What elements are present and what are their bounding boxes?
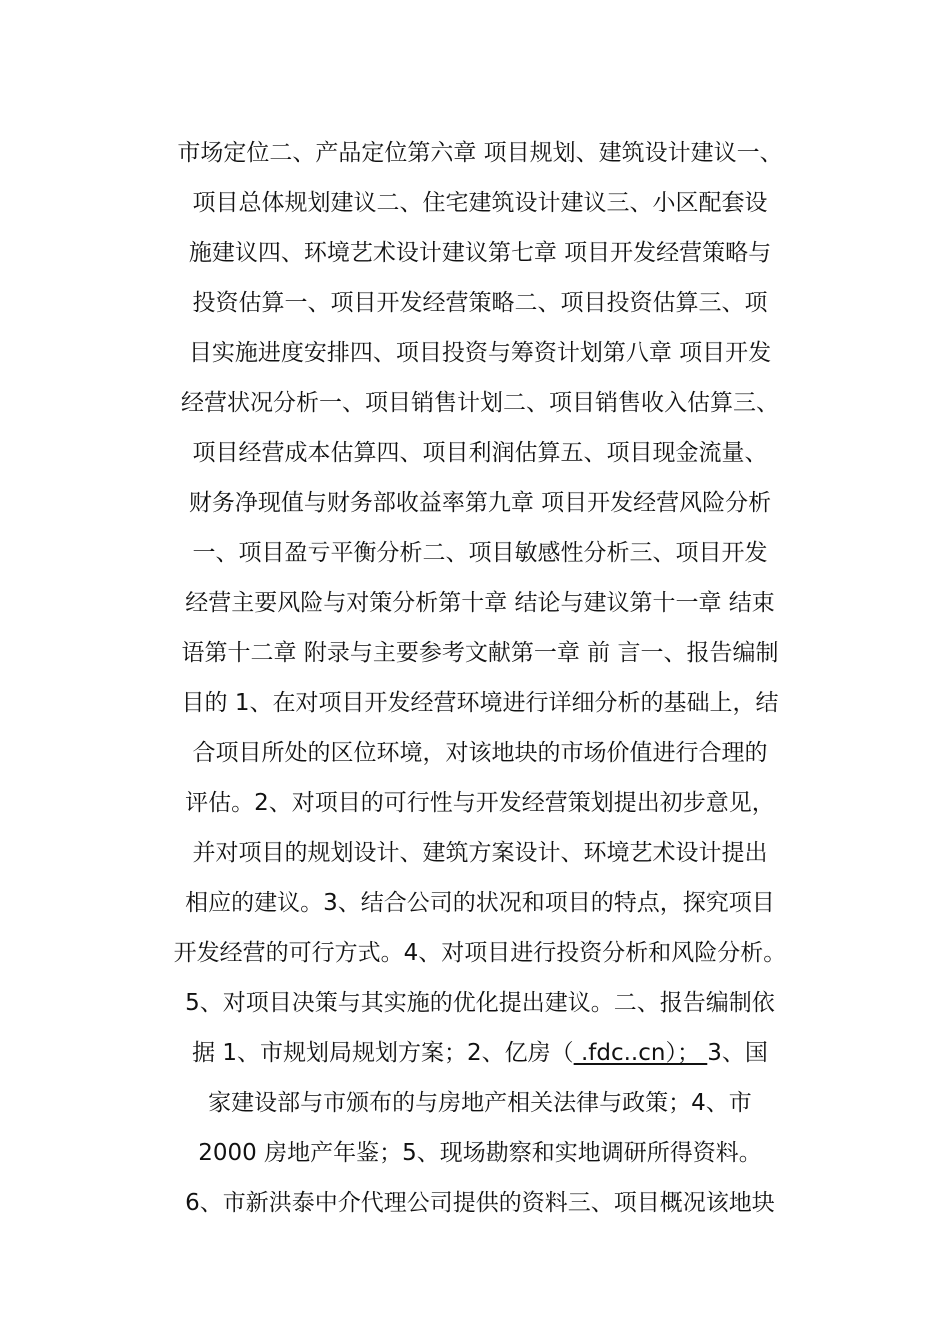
text-line: 6、市新洪泰中介代理公司提供的资料三、项目概况该地块 [185,1190,775,1216]
text-line: 语第十二章 附录与主要参考文献第一章 前 言一、报告编制 [181,640,779,666]
text-line: 相应的建议。3、结合公司的状况和项目的特点，探究项目 [185,890,775,916]
text-line: 目的 1、在对项目开发经营环境进行详细分析的基础上，结 [181,690,779,716]
text-line: 投资估算一、项目开发经营策略二、项目投资估算三、项 [192,290,768,316]
body-text [140,128,820,1228]
text-segment: 据 1、市规划局规划方案；2、亿房（ [192,1040,574,1066]
text-line: 一、项目盈亏平衡分析二、项目敏感性分析三、项目开发 [192,540,768,566]
website-link[interactable]: .fdc..cn）； [573,1040,708,1066]
text-line: 并对项目的规划设计、建筑方案设计、环境艺术设计提出 [192,840,768,866]
text-segment: 3、国 [707,1040,768,1066]
text-line: 经营状况分析一、项目销售计划二、项目销售收入估算三、 [181,390,779,416]
text-line: 目实施进度安排四、项目投资与筹资计划第八章 项目开发 [188,340,772,366]
text-line: 施建议四、环境艺术设计建议第七章 项目开发经营策略与 [188,240,772,266]
text-line: 项目总体规划建议二、住宅建筑设计建议三、小区配套设 [192,190,768,216]
text-line: 2000 房地产年鉴；5、现场勘察和实地调研所得资料。 [198,1140,762,1166]
text-line: 开发经营的可行方式。4、对项目进行投资分析和风险分析。 [173,940,787,966]
text-line: 评估。2、对项目的可行性与开发经营策划提出初步意见， [185,790,775,816]
text-line: 家建设部与市颁布的与房地产相关法律与政策；4、市 [208,1090,752,1116]
text-line: 合项目所处的区位环境，对该地块的市场价值进行合理的 [192,740,768,766]
text-line: 经营主要风险与对策分析第十章 结论与建议第十一章 结束 [185,590,775,616]
text-line: 财务净现值与财务部收益率第九章 项目开发经营风险分析 [188,490,772,516]
text-line-with-link [140,1028,820,1078]
text-line: 项目经营成本估算四、项目利润估算五、项目现金流量、 [192,440,768,466]
text-line: 5、对项目决策与其实施的优化提出建议。二、报告编制依 [185,990,775,1016]
text-line: 市场定位二、产品定位第六章 项目规划、建筑设计建议一、 [177,140,783,166]
